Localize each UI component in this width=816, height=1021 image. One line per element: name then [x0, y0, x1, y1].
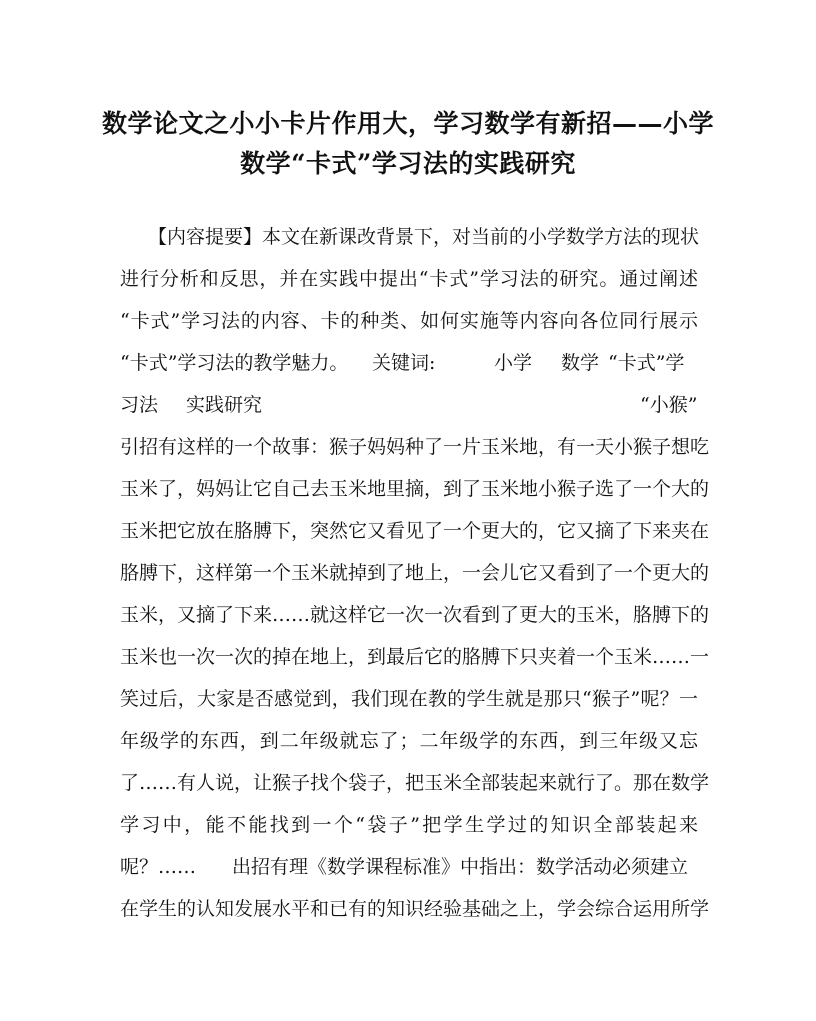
keyword: “卡式”学 — [608, 352, 685, 374]
abstract-line: “卡式”学习法的内容、卡的种类、如何实施等内容向各位同行展示 — [120, 310, 698, 332]
keyword: 小学 — [494, 352, 533, 374]
section-heading-start: “小猴” — [640, 394, 698, 416]
keyword: 习法 — [120, 394, 159, 416]
body-line: 玉米也一次一次的掉在地上，到最后它的胳膊下只夹着一个玉米……一 — [120, 646, 710, 668]
body-line: 玉米了，妈妈让它自己去玉米地里摘，到了玉米地小猴子选了一个大的 — [120, 478, 710, 500]
keywords-label: 关键词: — [372, 352, 436, 374]
body-line-section — [120, 852, 698, 882]
document-title-line-2: 数学“卡式”学习法的实践研究 — [240, 149, 576, 178]
body-line: 胳膊下，这样第一个玉米就掉到了地上，一会儿它又看到了一个更大的 — [120, 562, 710, 584]
document-title-line-1: 数学论文之小小卡片作用大，学习数学有新招——小学 — [101, 109, 714, 138]
body-line-end: 呢？…… — [120, 856, 197, 878]
body-line: 玉米把它放在胳膊下，突然它又看见了一个更大的，它又摘了下来夹在 — [120, 520, 710, 542]
body-line: 在学生的认知发展水平和已有的知识经验基础之上，学会综合运用所学 — [120, 898, 710, 920]
abstract-line: 【内容提要】本文在新课改背景下，对当前的小学数学方法的现状 — [148, 226, 700, 248]
section-heading-body: 出招有理《数学课程标准》中指出：数学活动必须建立 — [232, 856, 689, 878]
body-line: 年级学的东西，到二年级就忘了；二年级学的东西，到三年级又忘 — [120, 730, 698, 752]
body-line: 学习中，能不能找到一个“袋子”把学生学过的知识全部装起来 — [120, 814, 698, 836]
keywords-line-continued — [120, 390, 698, 420]
body-line: 玉米，又摘了下来……就这样它一次一次看到了更大的玉米，胳膊下的 — [120, 604, 710, 626]
abstract-line: 进行分析和反思，并在实践中提出“卡式”学习法的研究。通过阐述 — [120, 268, 698, 290]
body-line: 了……有人说，让猴子找个袋子，把玉米全部装起来就行了。那在数学 — [120, 772, 710, 794]
body-line: 笑过后，大家是否感觉到，我们现在教的学生就是那只“猴子”呢？一 — [120, 688, 698, 710]
body-line: 引招有这样的一个故事：猴子妈妈种了一片玉米地，有一天小猴子想吃 — [120, 436, 710, 458]
keyword: 数学 — [561, 352, 600, 374]
abstract-keywords-line — [120, 348, 698, 378]
keyword: 实践研究 — [186, 394, 263, 416]
abstract-line-end: “卡式”学习法的教学魅力。 — [120, 352, 349, 374]
